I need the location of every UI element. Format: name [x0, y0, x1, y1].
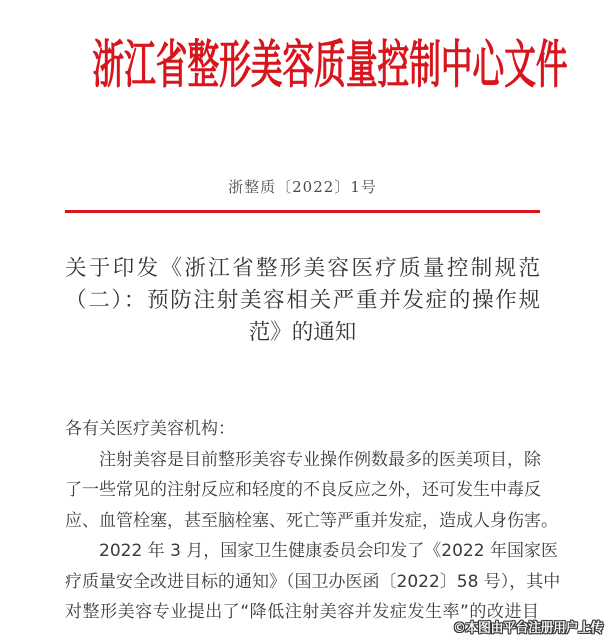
issuer-header	[0, 36, 605, 100]
upload-watermark: ©本图由平台注册用户上传	[452, 621, 603, 636]
subject-line: 关于印发《浙江省整形美容医疗质量控制规范	[65, 256, 540, 281]
document-number: 浙整质〔2022〕1号	[228, 178, 377, 196]
body-line: 疗质量安全改进目标的通知》（国卫办医函〔2022〕58 号），其中	[65, 571, 561, 592]
body-line: 2022 年 3 月，国家卫生健康委员会印发了《2022 年国家医	[99, 541, 558, 561]
subject-line: （二）：预防注射美容相关严重并发症的操作规	[65, 288, 540, 313]
document-subject	[65, 253, 540, 349]
issuer-header-text: 浙江省整形美容质量控制中心文件	[92, 35, 568, 96]
body-line: 了一些常见的注射反应和轻度的不良反应之外，还可发生中毒反	[65, 480, 541, 500]
document-body	[65, 414, 561, 628]
subject-line: 范》的通知	[248, 320, 357, 345]
body-line: 应、血管栓塞，甚至脑栓塞、死亡等严重并发症，造成人身伤害。	[65, 510, 558, 531]
salutation: 各有关医疗美容机构：	[65, 419, 235, 439]
body-line: 对整形美容专业提出了“降低注射美容并发症发生率”的改进目	[65, 602, 539, 622]
body-line: 注射美容是目前整形美容专业操作例数最多的医美项目，除	[99, 449, 541, 470]
red-divider-line	[65, 210, 540, 213]
